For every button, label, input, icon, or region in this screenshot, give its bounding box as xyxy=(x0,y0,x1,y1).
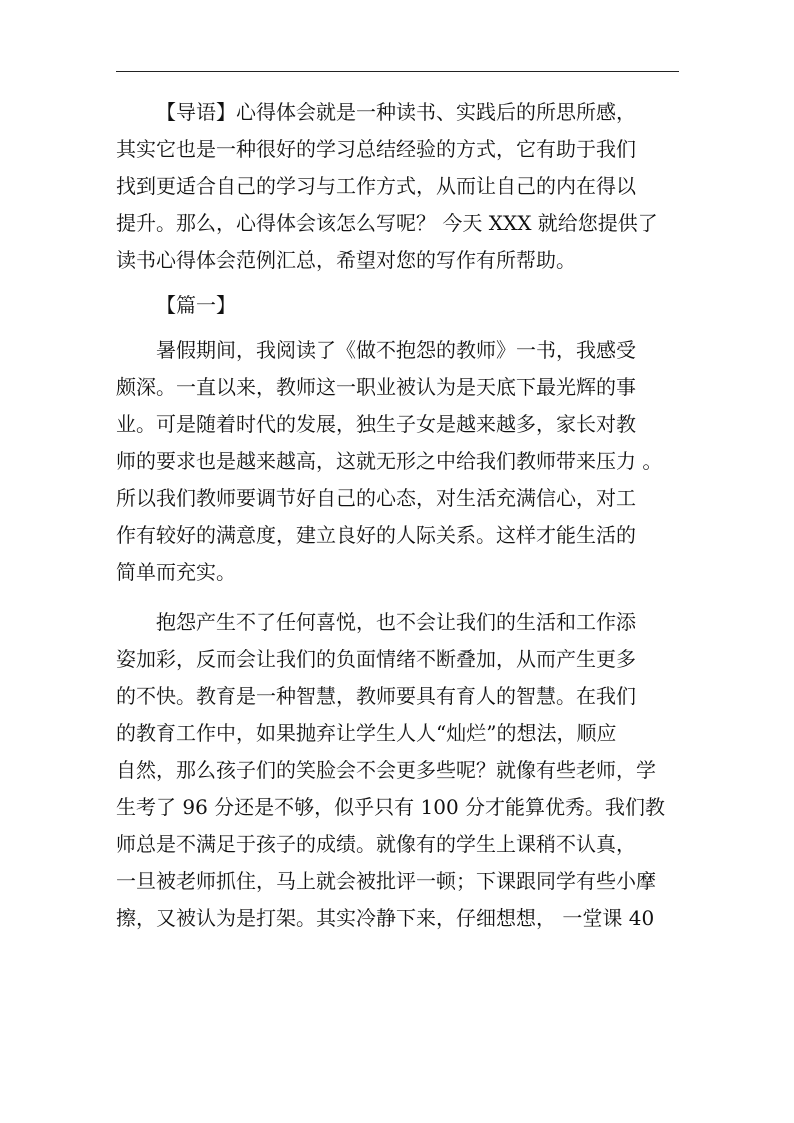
section-heading: 【篇一】 xyxy=(156,293,236,317)
spacer xyxy=(116,279,682,287)
intro-line: 其实它也是一种很好的学习总结经验的方式，它有助于我们 xyxy=(116,137,636,161)
spacer xyxy=(116,591,682,604)
paragraph-line: 暑假期间，我阅读了《做不抱怨的教师》一书，我感受 xyxy=(156,338,636,362)
paragraph-line: 所以我们教师要调节好自己的心态，对生活充满信心，对工 xyxy=(116,486,636,510)
paragraph-line: 一旦被老师抓住，马上就会被批评一顿；下课跟同学有些小摩 xyxy=(116,869,656,893)
intro-line: 提升。那么，心得体会该怎么写呢？ 今天 XXX 就给您提供了 xyxy=(116,211,658,235)
paragraph-line: 的不快。教育是一种智慧，教师要具有育人的智慧。在我们 xyxy=(116,684,636,708)
paragraph-line: 抱怨产生不了任何喜悦，也不会让我们的生活和工作添 xyxy=(156,610,636,634)
paragraph-line: 擦，又被认为是打架。其实冷静下来，仔细想想， 一堂课 40 xyxy=(116,906,655,930)
paragraph-line: 颇深。一直以来，教师这一职业被认为是天底下最光辉的事 xyxy=(116,375,636,399)
paragraph-line: 自然，那么孩子们的笑脸会不会更多些呢？就像有些老师，学 xyxy=(116,758,656,782)
body-paragraph-1 xyxy=(116,332,682,591)
intro-line: 找到更适合自己的学习与工作方式，从而让自己的内在得以 xyxy=(116,174,636,198)
header-rule xyxy=(116,71,679,72)
paragraph-line: 简单而充实。 xyxy=(116,560,236,584)
body-paragraph-2 xyxy=(116,604,682,937)
paragraph-line: 师的要求也是越来越高，这就无形之中给我们教师带来压力 。 xyxy=(116,449,663,473)
paragraph-line: 作有较好的满意度，建立良好的人际关系。这样才能生活的 xyxy=(116,523,636,547)
paragraph-line: 的教育工作中，如果抛弃让学生人人“灿烂”的想法，顺应 xyxy=(116,721,617,745)
paragraph-line: 姿加彩，反而会让我们的负面情绪不断叠加，从而产生更多 xyxy=(116,647,636,671)
spacer xyxy=(116,324,682,332)
page-body xyxy=(116,94,682,937)
paragraph-line: 师总是不满足于孩子的成绩。就像有的学生上课稍不认真， xyxy=(116,832,636,856)
intro-line: 读书心得体会范例汇总，希望对您的写作有所帮助。 xyxy=(116,248,576,272)
paragraph-line: 业。可是随着时代的发展，独生子女是越来越多，家长对教 xyxy=(116,412,636,436)
paragraph-line: 生考了 96 分还是不够，似乎只有 100 分才能算优秀。我们教 xyxy=(116,795,666,819)
intro-line: 【导语】心得体会就是一种读书、实践后的所思所感， xyxy=(156,100,636,124)
intro-paragraph xyxy=(116,94,682,279)
